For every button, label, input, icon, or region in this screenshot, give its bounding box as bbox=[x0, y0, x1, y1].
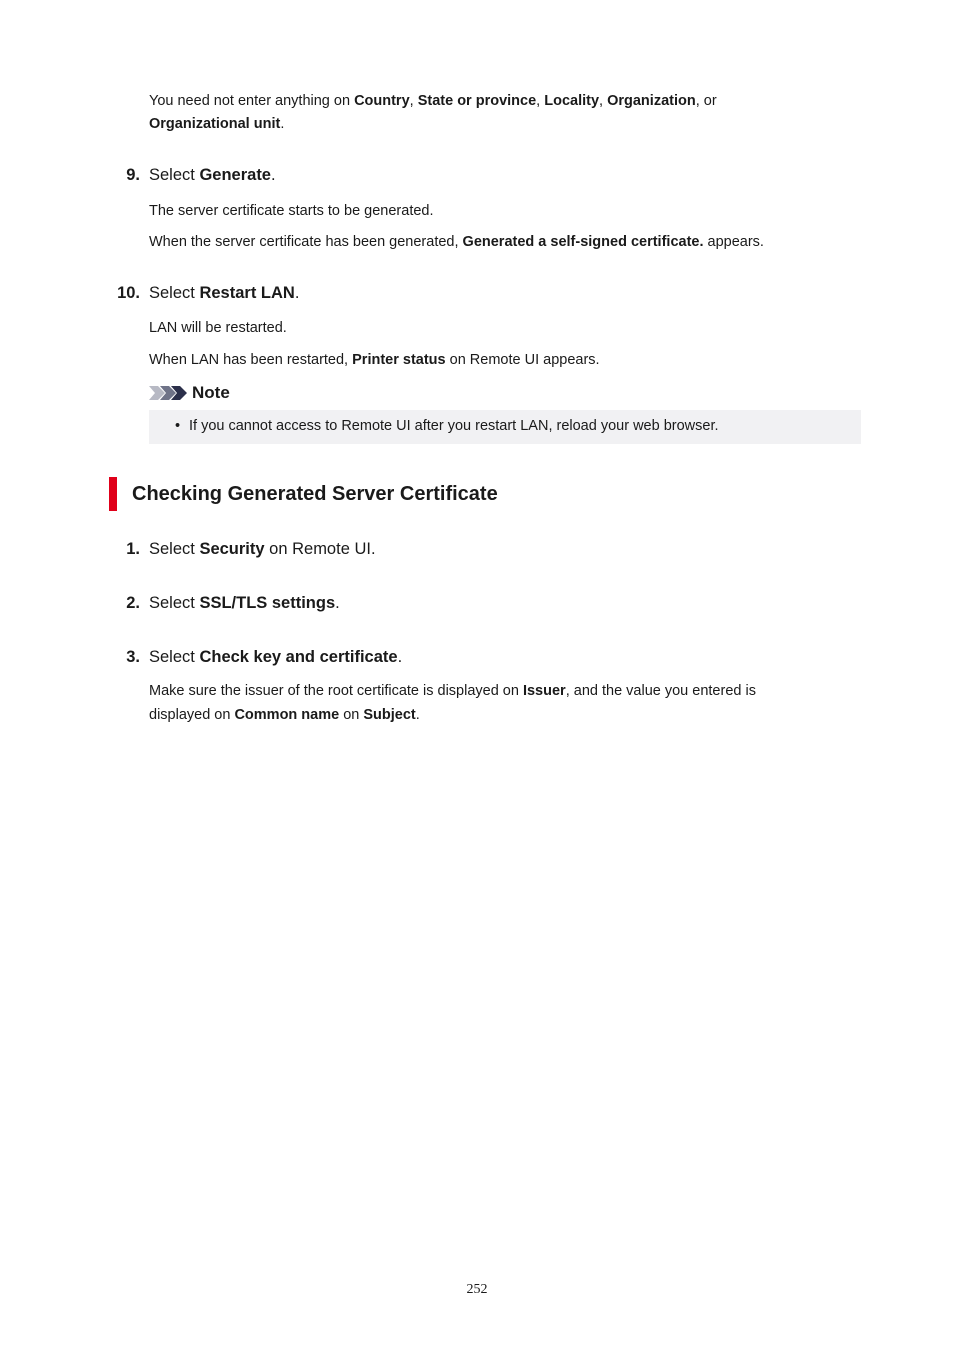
note-item: If you cannot access to Remote UI after you restart LAN, reload your web browser. bbox=[189, 418, 719, 434]
section-step-2-number: 2. bbox=[126, 594, 140, 612]
term-locality: Locality bbox=[544, 93, 600, 109]
section-heading: Checking Generated Server Certificate bbox=[132, 483, 498, 505]
note-title: Note bbox=[192, 383, 230, 402]
section-step-2-title bbox=[149, 592, 340, 614]
step-suffix: . bbox=[335, 594, 340, 612]
section-step-3-title bbox=[149, 646, 402, 668]
step-10-number: 10. bbox=[117, 284, 140, 302]
step-suffix: . bbox=[271, 166, 276, 184]
note-arrows-icon bbox=[149, 385, 189, 401]
section-step-1-number: 1. bbox=[126, 540, 140, 558]
term-organizational-unit: Organizational unit bbox=[149, 116, 281, 132]
page-number: 252 bbox=[466, 1282, 488, 1297]
step-10-keyword: Restart LAN bbox=[199, 284, 295, 302]
separator: , bbox=[536, 93, 545, 109]
heading-accent-bar bbox=[109, 477, 117, 511]
step-9-message: Generated a self-signed certificate. bbox=[462, 234, 704, 250]
section-step-2-keyword: SSL/TLS settings bbox=[199, 594, 336, 612]
term-common-name: Common name bbox=[234, 707, 340, 723]
desc-text: on Remote UI appears. bbox=[445, 352, 600, 368]
period: . bbox=[415, 707, 420, 723]
separator: , bbox=[409, 93, 418, 109]
desc-text: When the server certificate has been generated, bbox=[149, 234, 463, 250]
step-10-title bbox=[149, 282, 299, 304]
term-state: State or province bbox=[417, 93, 537, 109]
intro-line-1 bbox=[149, 91, 717, 111]
note-arrows-icon-svg bbox=[149, 385, 189, 401]
section-step-1-title bbox=[149, 538, 376, 560]
step-prefix: Select bbox=[149, 284, 200, 302]
step-9-title bbox=[149, 164, 276, 186]
step-prefix: Select bbox=[149, 648, 200, 666]
step-9-desc-1: The server certificate starts to be generated. bbox=[149, 203, 434, 219]
step-prefix: Select bbox=[149, 166, 200, 184]
desc-text: When LAN has been restarted, bbox=[149, 352, 353, 368]
step-prefix: Select bbox=[149, 540, 200, 558]
intro-line-2 bbox=[149, 114, 284, 134]
term-issuer: Issuer bbox=[522, 683, 566, 699]
step-suffix: on Remote UI. bbox=[264, 540, 376, 558]
period: . bbox=[280, 116, 285, 132]
desc-text: , and the value you entered is bbox=[565, 683, 756, 699]
step-9-desc-2 bbox=[149, 232, 764, 252]
separator: , or bbox=[695, 93, 717, 109]
section-step-3-number: 3. bbox=[126, 648, 140, 666]
note-bullet: • bbox=[175, 418, 181, 434]
step-10-desc-2 bbox=[149, 350, 600, 370]
desc-text: Make sure the issuer of the root certificate is displayed on bbox=[149, 683, 523, 699]
intro-text: You need not enter anything on bbox=[149, 93, 355, 109]
term-country: Country bbox=[354, 93, 410, 109]
step-suffix: . bbox=[294, 284, 300, 302]
step-10-desc-1: LAN will be restarted. bbox=[149, 320, 287, 336]
desc-text: on bbox=[339, 707, 364, 723]
term-subject: Subject bbox=[363, 707, 416, 723]
step-9-keyword: Generate bbox=[199, 166, 271, 184]
step-prefix: Select bbox=[149, 594, 200, 612]
desc-text: displayed on bbox=[149, 707, 235, 723]
desc-text: appears. bbox=[703, 234, 764, 250]
step-9-number: 9. bbox=[126, 166, 140, 184]
separator: , bbox=[599, 93, 608, 109]
section-step-3-desc-2 bbox=[149, 705, 420, 725]
step-10-keyword-printer-status: Printer status bbox=[352, 352, 446, 368]
section-step-3-keyword: Check key and certificate bbox=[199, 648, 398, 666]
section-step-3-desc-1 bbox=[149, 681, 756, 701]
term-organization: Organization bbox=[607, 93, 696, 109]
step-suffix: . bbox=[397, 648, 403, 666]
section-step-1-keyword: Security bbox=[199, 540, 265, 558]
